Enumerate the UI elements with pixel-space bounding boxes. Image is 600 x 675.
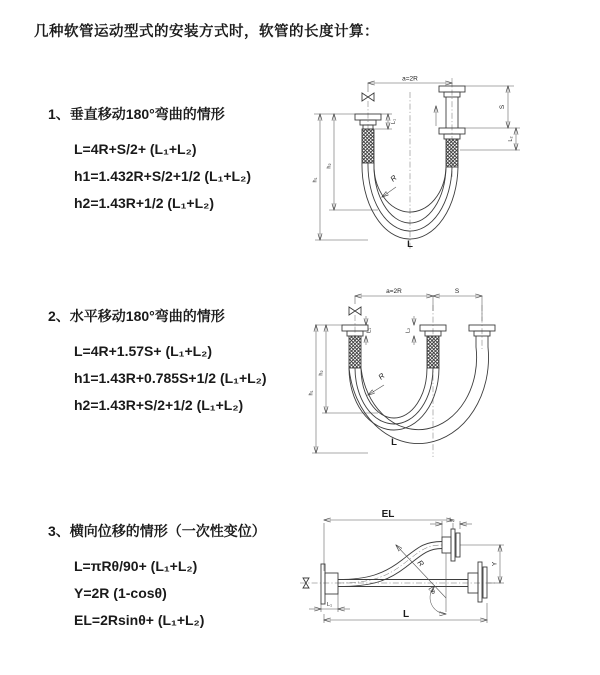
section-vertical-180	[48, 104, 251, 217]
d3-centerlines	[300, 545, 496, 583]
d2-centerlines	[355, 305, 482, 457]
d3-dimension-lines	[309, 509, 504, 623]
d2-radius-label: R	[376, 371, 387, 382]
diagram-vertical-180-bend	[306, 70, 538, 255]
d1-valve-icon	[362, 93, 374, 101]
d3-left-fitting	[321, 564, 338, 604]
d2-length-label: L	[391, 437, 397, 448]
d2-h1-dim-label: h₁	[308, 390, 315, 396]
d2-s-dim-label: S	[454, 288, 460, 295]
d2-l2-dim-label: L₂	[405, 327, 412, 334]
section-2-formula-h1: h1=1.43R+0.785S+1/2 (L₁+L₂)	[74, 370, 267, 386]
section-1-formula-L: L=4R+S/2+ (L₁+L₂)	[74, 141, 197, 157]
d3-l1-dim-label: L₁	[327, 602, 332, 608]
d2-l1-dim-label: L₁	[366, 328, 373, 333]
section-3-formula-L: L=πRθ/90+ (L₁+L₂)	[74, 558, 198, 574]
d1-l1-dim-label: L₁	[391, 119, 397, 124]
section-3-formula-Y: Y=2R (1-cosθ)	[74, 585, 167, 601]
d1-radius-label: R	[388, 173, 399, 184]
d1-s-dim-label: S	[499, 104, 506, 110]
d1-h2-dim-label: h₂	[326, 163, 333, 169]
d3-l2-dim-label: L₂	[449, 517, 455, 524]
section-3-formula-EL: EL=2Rsinθ+ (L₁+L₂)	[74, 612, 205, 628]
d3-el-dim-label: EL	[381, 509, 395, 520]
d1-dimension-lines	[313, 76, 521, 241]
d1-l2-dim-label: L₂	[508, 136, 514, 142]
d1-width-dim-label: a=2R	[402, 75, 418, 83]
diagram-horizontal-180-bend	[306, 281, 556, 465]
d1-h1-dim-label: h₁	[312, 177, 319, 183]
d2-width-dim-label: a=2R	[386, 288, 402, 295]
d3-y-dim-label: Y	[491, 561, 499, 567]
d3-lower-right-fitting	[468, 562, 487, 602]
section-horizontal-180	[48, 306, 267, 419]
section-2-formula-h2: h2=1.43R+S/2+1/2 (L₁+L₂)	[74, 397, 244, 413]
d3-theta-label: θ	[431, 589, 435, 596]
d3-upper-right-fitting	[442, 529, 460, 561]
d2-h2-dim-label: h₂	[318, 370, 325, 376]
section-3-heading: 3、横向位移的情形（一次性变位）	[48, 523, 266, 539]
d3-length-label: L	[402, 609, 410, 620]
section-2-heading: 2、水平移动180°弯曲的情形	[48, 308, 225, 324]
d2-hose-curves	[349, 347, 489, 444]
section-1-formula-h1: h1=1.432R+S/2+1/2 (L₁+L₂)	[74, 168, 251, 184]
section-1-formula-h2: h2=1.43R+1/2 (L₁+L₂)	[74, 195, 215, 211]
section-2-formula-L: L=4R+1.57S+ (L₁+L₂)	[74, 343, 213, 359]
diagram-lateral-displacement	[296, 498, 598, 652]
section-lateral-displacement	[48, 521, 266, 634]
d3-radius-label: R	[415, 558, 426, 569]
d2-radius-leader	[368, 385, 384, 395]
d2-dimension-lines	[309, 288, 483, 453]
d1-length-label: L	[407, 239, 413, 250]
section-1-heading: 1、垂直移动180°弯曲的情形	[48, 106, 225, 122]
page-title: 几种软管运动型式的安装方式时，软管的长度计算：	[34, 24, 379, 40]
d2-valve-icon	[349, 307, 361, 315]
d1-radius-leader	[382, 187, 396, 197]
